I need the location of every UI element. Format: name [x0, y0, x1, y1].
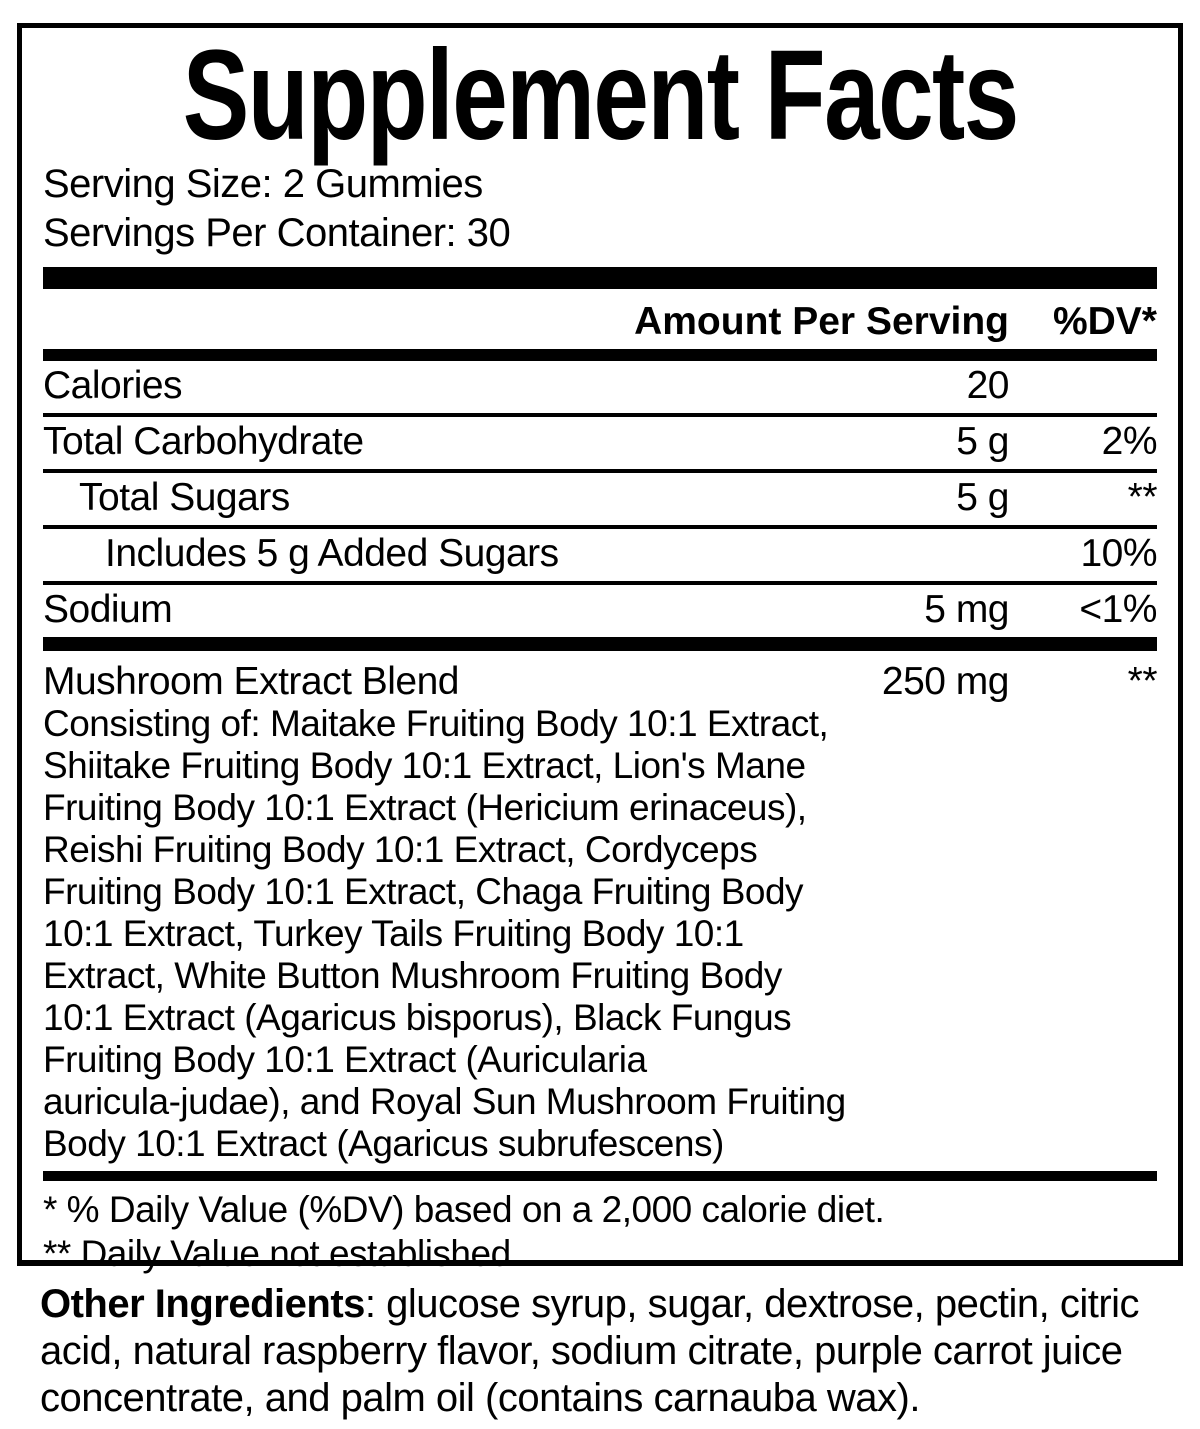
nutrient-amount: 5 g — [956, 420, 1009, 463]
footnotes — [43, 1181, 1157, 1276]
nutrient-amount: 5 g — [956, 476, 1009, 519]
panel-title — [43, 24, 1157, 167]
divider-header — [43, 349, 1157, 361]
nutrient-dv: <1% — [1079, 588, 1157, 631]
blend-description-line: Extract, White Button Mushroom Fruiting Body — [43, 955, 782, 996]
blend-description-line: Reishi Fruiting Body 10:1 Extract, Cordyceps — [43, 829, 758, 870]
blend-name: Mushroom Extract Blend — [43, 660, 460, 703]
other-ingredients-text: : glucose syrup, sugar, dextrose, pectin, citric acid, natural raspberry flavor, sodium citrate, purple carrot juice concentrate, and palm oil (contains carnauba wax). — [40, 1282, 1140, 1420]
servings-per-container-line: Servings Per Container: 30 — [43, 211, 511, 255]
nutrient-name: Total Sugars — [79, 476, 290, 519]
other-ingredients — [40, 1281, 1170, 1422]
table-row-total-sugars — [43, 473, 1157, 525]
blend-description — [43, 703, 1157, 1165]
percent-dv-header: %DV* — [1052, 300, 1157, 343]
blend-description-line: Fruiting Body 10:1 Extract (Hericium erinaceus), — [43, 787, 807, 828]
blend-description-line: Consisting of: Maitake Fruiting Body 10:1 Extract, — [43, 703, 829, 744]
table-row-total-carbohydrate — [43, 417, 1157, 469]
blend-amount: 250 mg — [881, 660, 1009, 703]
blend-description-line: Shiitake Fruiting Body 10:1 Extract, Lion's Mane — [43, 745, 806, 786]
footnote-daily-value: * % Daily Value (%DV) based on a 2,000 calorie diet. — [43, 1189, 885, 1230]
nutrient-name: Sodium — [43, 588, 173, 631]
nutrient-dv: ** — [1127, 476, 1157, 519]
blend-description-line: Fruiting Body 10:1 Extract (Auricularia — [43, 1039, 647, 1080]
panel-title-text: Supplement Facts — [182, 24, 1018, 167]
footnote-not-established: ** Daily Value not established. — [43, 1233, 521, 1274]
nutrient-name: Total Carbohydrate — [43, 420, 364, 463]
other-ingredients-label: Other Ingredients — [40, 1282, 365, 1326]
divider-medium-footnotes — [43, 1171, 1157, 1181]
blend-description-line: auricula-judae), and Royal Sun Mushroom Fruiting — [43, 1081, 846, 1122]
nutrient-dv: 10% — [1080, 532, 1157, 575]
divider-medium-sodium — [43, 637, 1157, 651]
nutrient-amount: 5 mg — [924, 588, 1009, 631]
table-row-calories — [43, 361, 1157, 413]
blend-description-line: 10:1 Extract (Agaricus bisporus), Black Fungus — [43, 997, 792, 1038]
nutrient-dv: 2% — [1101, 420, 1157, 463]
nutrient-name: Calories — [43, 364, 183, 407]
table-row-added-sugars — [43, 529, 1157, 581]
divider-thick-top — [43, 267, 1157, 289]
nutrient-amount: 20 — [966, 364, 1009, 407]
table-header-row — [43, 289, 1157, 349]
serving-info — [43, 160, 1157, 258]
blend-description-line: Body 10:1 Extract (Agaricus subrufescens) — [43, 1123, 724, 1164]
amount-per-serving-header: Amount Per Serving — [634, 300, 1009, 343]
table-row-sodium — [43, 585, 1157, 637]
supplement-facts-panel — [17, 23, 1183, 1274]
blend-description-line: Fruiting Body 10:1 Extract, Chaga Fruiting Body — [43, 871, 804, 912]
table-row-mushroom-blend — [43, 651, 1157, 703]
nutrient-name: Includes 5 g Added Sugars — [105, 532, 559, 575]
serving-size-line: Serving Size: 2 Gummies — [43, 162, 483, 206]
blend-description-line: 10:1 Extract, Turkey Tails Fruiting Body 10:1 — [43, 913, 744, 954]
blend-dv: ** — [1127, 660, 1157, 703]
